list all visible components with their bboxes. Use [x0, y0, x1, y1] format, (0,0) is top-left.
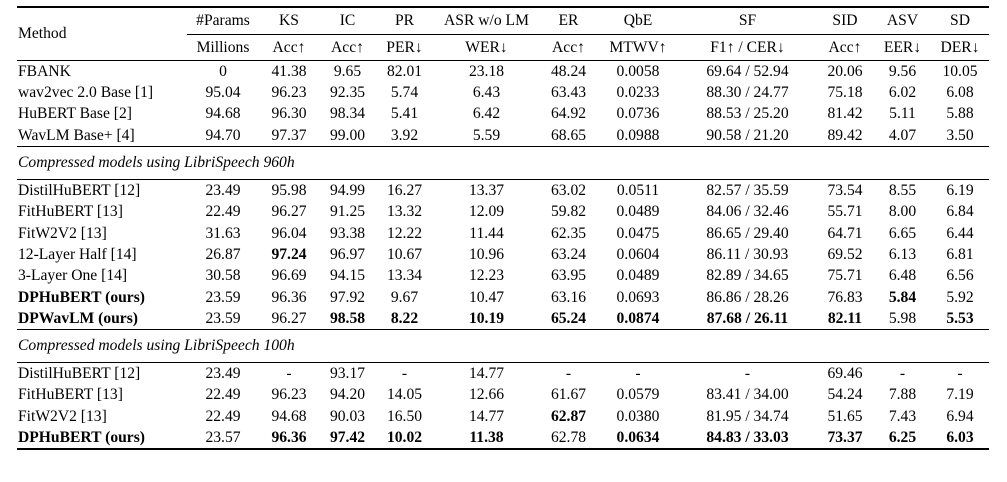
value-cell: 96.69 [271, 267, 307, 285]
method-name-cell: FBANK [17, 61, 187, 83]
value-cell: 5.74 [390, 84, 419, 102]
value-cell: 89.42 [827, 126, 863, 144]
value-cell: 51.65 [827, 407, 863, 425]
method-name-cell: FitW2V2 [13] [18, 224, 107, 242]
value-cell: 8.55 [874, 180, 931, 202]
table-row [17, 125, 989, 147]
value-cell: 0.0874 [616, 309, 660, 327]
value-cell: 68.65 [550, 126, 587, 144]
method-name-cell: FitHuBERT [13] [18, 386, 123, 404]
value-cell: 23.59 [205, 288, 241, 306]
value-cell: 95.04 [205, 84, 241, 102]
value-cell: 94.68 [205, 105, 241, 123]
value-cell: 96.23 [271, 84, 307, 102]
results-table [17, 6, 989, 450]
value-cell: 14.77 [433, 363, 540, 385]
value-cell: 73.54 [816, 180, 874, 202]
value-cell: 6.25 [874, 427, 931, 449]
value-cell: 86.86 / 28.26 [706, 288, 789, 306]
table-row [17, 82, 989, 103]
value-cell: 88.30 / 24.77 [706, 84, 789, 102]
value-cell: 96.27 [271, 309, 307, 327]
value-cell: - [259, 363, 319, 385]
value-cell: - [931, 363, 989, 385]
method-name-cell: FitW2V2 [13] [18, 407, 107, 425]
value-cell: 6.02 [888, 84, 917, 102]
metric-header-sf: F1↑ / CER↓ [679, 35, 816, 61]
value-cell: 23.49 [187, 363, 259, 385]
value-cell: 5.84 [888, 288, 917, 306]
value-cell: 8.00 [888, 203, 917, 221]
column-header-asr: ASR w/o LM [433, 7, 540, 35]
value-cell: 94.68 [271, 407, 307, 425]
method-name-cell: 12-Layer Half [14] [18, 245, 137, 263]
value-cell: 0.0988 [616, 126, 660, 144]
value-cell: 0.0489 [616, 267, 660, 285]
column-header-qbe: QbE [597, 7, 679, 35]
value-cell: 0.0693 [616, 288, 660, 306]
metric-header-er: Acc↑ [540, 35, 597, 61]
value-cell: 90.03 [329, 407, 366, 425]
value-cell: 64.92 [550, 105, 587, 123]
value-cell: 10.67 [386, 245, 423, 263]
metric-header-ic: Acc↑ [319, 35, 376, 61]
column-header-pr: PR [376, 7, 433, 35]
table-row [17, 223, 989, 244]
value-cell: 11.38 [433, 427, 540, 449]
metric-header-sd: DER↓ [931, 35, 989, 61]
value-cell: 0 [187, 61, 259, 83]
value-cell: 9.67 [390, 288, 419, 306]
value-cell: - [874, 363, 931, 385]
value-cell: 8.22 [390, 309, 419, 327]
value-cell: 5.98 [888, 309, 917, 327]
value-cell: 98.34 [329, 105, 366, 123]
method-name-cell: DPWavLM (ours) [18, 309, 138, 327]
value-cell: 6.19 [931, 180, 989, 202]
metric-header-ks: Acc↑ [259, 35, 319, 61]
column-header-sf: SF [679, 7, 816, 35]
value-cell: 5.92 [946, 288, 974, 306]
section-header-row [17, 147, 989, 180]
value-cell: 73.37 [816, 427, 874, 449]
method-name-cell: DistilHuBERT [12] [17, 180, 187, 202]
value-cell: 26.87 [205, 245, 241, 263]
value-cell: 97.92 [329, 288, 366, 306]
table-row [17, 180, 989, 202]
value-cell: 6.42 [472, 105, 501, 123]
value-cell: 0.0736 [616, 105, 660, 123]
method-name-cell: FitHuBERT [13] [18, 203, 123, 221]
method-name-cell: HuBERT Base [2] [18, 105, 132, 123]
value-cell: 94.20 [329, 386, 366, 404]
value-cell: 93.17 [319, 363, 376, 385]
value-cell: - [597, 363, 679, 385]
table-row [17, 427, 989, 449]
value-cell: 10.05 [931, 61, 989, 83]
value-cell: 22.49 [205, 386, 241, 404]
value-cell: 0.0380 [616, 407, 660, 425]
method-column-header: Method [17, 7, 187, 61]
method-name-cell: WavLM Base+ [4] [18, 126, 135, 144]
table-row [17, 201, 989, 222]
value-cell: 81.95 / 34.74 [706, 407, 789, 425]
value-cell: 64.71 [827, 224, 863, 242]
value-cell: 12.66 [468, 386, 505, 404]
value-cell: 97.37 [271, 126, 307, 144]
value-cell: 93.38 [329, 224, 366, 242]
value-cell: 12.09 [468, 203, 505, 221]
header-row-names [17, 7, 989, 35]
value-cell: 10.02 [376, 427, 433, 449]
value-cell: - [679, 363, 816, 385]
value-cell: 13.32 [386, 203, 423, 221]
value-cell: 76.83 [827, 288, 863, 306]
column-header-ks: KS [259, 7, 319, 35]
value-cell: 22.49 [205, 407, 241, 425]
value-cell: 96.23 [271, 386, 307, 404]
value-cell: 0.0634 [597, 427, 679, 449]
value-cell: 6.65 [888, 224, 917, 242]
value-cell: 94.99 [319, 180, 376, 202]
value-cell: 96.36 [271, 288, 307, 306]
value-cell: 62.78 [540, 427, 597, 449]
value-cell: 98.58 [329, 309, 366, 327]
value-cell: 81.42 [827, 105, 863, 123]
value-cell: 83.41 / 34.00 [706, 386, 789, 404]
value-cell: 12.23 [468, 267, 505, 285]
value-cell: 5.53 [946, 309, 974, 327]
value-cell: 14.05 [386, 386, 423, 404]
value-cell: - [376, 363, 433, 385]
column-header-sd: SD [931, 7, 989, 35]
metric-header-asr: WER↓ [433, 35, 540, 61]
metric-header-pr: PER↓ [376, 35, 433, 61]
value-cell: 95.98 [259, 180, 319, 202]
value-cell: 86.11 / 30.93 [706, 245, 789, 263]
value-cell: 12.22 [386, 224, 423, 242]
value-cell: 69.64 / 52.94 [679, 61, 816, 83]
metric-header-sid: Acc↑ [816, 35, 874, 61]
metric-header-params: Millions [187, 35, 259, 61]
table-row [17, 104, 989, 125]
table-row [17, 406, 989, 427]
value-cell: 6.43 [472, 84, 501, 102]
value-cell: 96.04 [271, 224, 307, 242]
column-header-sid: SID [816, 7, 874, 35]
value-cell: 0.0475 [616, 224, 660, 242]
value-cell: 90.58 / 21.20 [706, 126, 789, 144]
table-row [17, 385, 989, 406]
value-cell: 6.08 [946, 84, 974, 102]
value-cell: 96.27 [271, 203, 307, 221]
value-cell: 0.0233 [616, 84, 660, 102]
value-cell: 6.94 [946, 407, 974, 425]
value-cell: 6.13 [888, 245, 917, 263]
metric-header-asv: EER↓ [874, 35, 931, 61]
method-name-cell: DPHuBERT (ours) [18, 288, 145, 306]
value-cell: 59.82 [550, 203, 587, 221]
value-cell: 7.88 [888, 386, 917, 404]
value-cell: 5.41 [390, 105, 419, 123]
value-cell: 48.24 [540, 61, 597, 83]
value-cell: 6.03 [931, 427, 989, 449]
value-cell: 0.0579 [616, 386, 660, 404]
value-cell: 69.46 [816, 363, 874, 385]
value-cell: 31.63 [205, 224, 241, 242]
value-cell: 0.0604 [616, 245, 660, 263]
value-cell: 94.70 [205, 126, 241, 144]
value-cell: 0.0058 [597, 61, 679, 83]
value-cell: 99.00 [329, 126, 366, 144]
value-cell: 69.52 [827, 245, 863, 263]
value-cell: 84.83 / 33.03 [679, 427, 816, 449]
value-cell: 82.89 / 34.65 [706, 267, 789, 285]
value-cell: 5.88 [946, 105, 974, 123]
section-header-row [17, 330, 989, 363]
value-cell: 41.38 [259, 61, 319, 83]
value-cell: 23.18 [433, 61, 540, 83]
value-cell: 16.27 [376, 180, 433, 202]
column-header-er: ER [540, 7, 597, 35]
table-row [17, 61, 989, 83]
value-cell: 84.06 / 32.46 [706, 203, 789, 221]
value-cell: 6.56 [946, 267, 974, 285]
value-cell: 3.50 [946, 126, 974, 144]
section-title: Compressed models using LibriSpeech 100h [17, 330, 989, 363]
value-cell: 5.11 [889, 105, 916, 123]
value-cell: 88.53 / 25.20 [706, 105, 789, 123]
value-cell: 20.06 [816, 61, 874, 83]
column-header-params: #Params [187, 7, 259, 35]
value-cell: 97.24 [271, 245, 307, 263]
value-cell: 7.43 [888, 407, 917, 425]
method-name-cell: wav2vec 2.0 Base [1] [18, 84, 154, 102]
value-cell: 6.81 [946, 245, 974, 263]
value-cell: 63.16 [550, 288, 587, 306]
table-row [17, 363, 989, 385]
column-header-ic: IC [319, 7, 376, 35]
value-cell: 23.49 [187, 180, 259, 202]
value-cell: 0.0489 [616, 203, 660, 221]
value-cell: 23.57 [187, 427, 259, 449]
value-cell: 62.87 [550, 407, 587, 425]
value-cell: 13.34 [386, 267, 423, 285]
value-cell: 6.48 [888, 267, 917, 285]
value-cell: 5.59 [472, 126, 501, 144]
value-cell: 82.01 [376, 61, 433, 83]
value-cell: 92.35 [329, 84, 366, 102]
value-cell: 9.56 [874, 61, 931, 83]
value-cell: 61.67 [550, 386, 587, 404]
value-cell: 9.65 [319, 61, 376, 83]
column-header-asv: ASV [874, 7, 931, 35]
value-cell: 63.02 [540, 180, 597, 202]
value-cell: 13.37 [433, 180, 540, 202]
value-cell: 96.97 [329, 245, 366, 263]
value-cell: 91.25 [329, 203, 366, 221]
method-name-cell: DPHuBERT (ours) [17, 427, 187, 449]
value-cell: 16.50 [386, 407, 423, 425]
value-cell: 96.30 [271, 105, 307, 123]
table-row [17, 265, 989, 286]
value-cell: 96.36 [259, 427, 319, 449]
value-cell: 87.68 / 26.11 [706, 309, 789, 327]
method-name-cell: DistilHuBERT [12] [17, 363, 187, 385]
value-cell: 55.71 [827, 203, 863, 221]
value-cell: 65.24 [550, 309, 587, 327]
table-row [17, 308, 989, 330]
value-cell: 4.07 [888, 126, 917, 144]
table-body [17, 7, 989, 449]
value-cell: 10.47 [468, 288, 505, 306]
value-cell: 63.24 [550, 245, 587, 263]
value-cell: 75.18 [827, 84, 863, 102]
value-cell: 7.19 [946, 386, 974, 404]
value-cell: - [540, 363, 597, 385]
value-cell: 75.71 [827, 267, 863, 285]
table-row [17, 287, 989, 308]
section-title: Compressed models using LibriSpeech 960h [17, 147, 989, 180]
value-cell: 11.44 [469, 224, 504, 242]
value-cell: 94.15 [329, 267, 366, 285]
value-cell: 22.49 [205, 203, 241, 221]
value-cell: 86.65 / 29.40 [706, 224, 789, 242]
method-name-cell: 3-Layer One [14] [18, 267, 128, 285]
value-cell: 97.42 [319, 427, 376, 449]
value-cell: 54.24 [827, 386, 863, 404]
metric-header-qbe: MTWV↑ [597, 35, 679, 61]
value-cell: 10.19 [468, 309, 505, 327]
value-cell: 82.57 / 35.59 [679, 180, 816, 202]
value-cell: 10.96 [468, 245, 505, 263]
value-cell: 63.43 [550, 84, 587, 102]
value-cell: 63.95 [550, 267, 587, 285]
value-cell: 6.44 [946, 224, 974, 242]
value-cell: 62.35 [550, 224, 587, 242]
value-cell: 6.84 [946, 203, 974, 221]
value-cell: 82.11 [827, 309, 863, 327]
value-cell: 23.59 [205, 309, 241, 327]
table-row [17, 244, 989, 265]
value-cell: 3.92 [390, 126, 419, 144]
value-cell: 14.77 [468, 407, 505, 425]
value-cell: 30.58 [205, 267, 241, 285]
value-cell: 0.0511 [597, 180, 679, 202]
